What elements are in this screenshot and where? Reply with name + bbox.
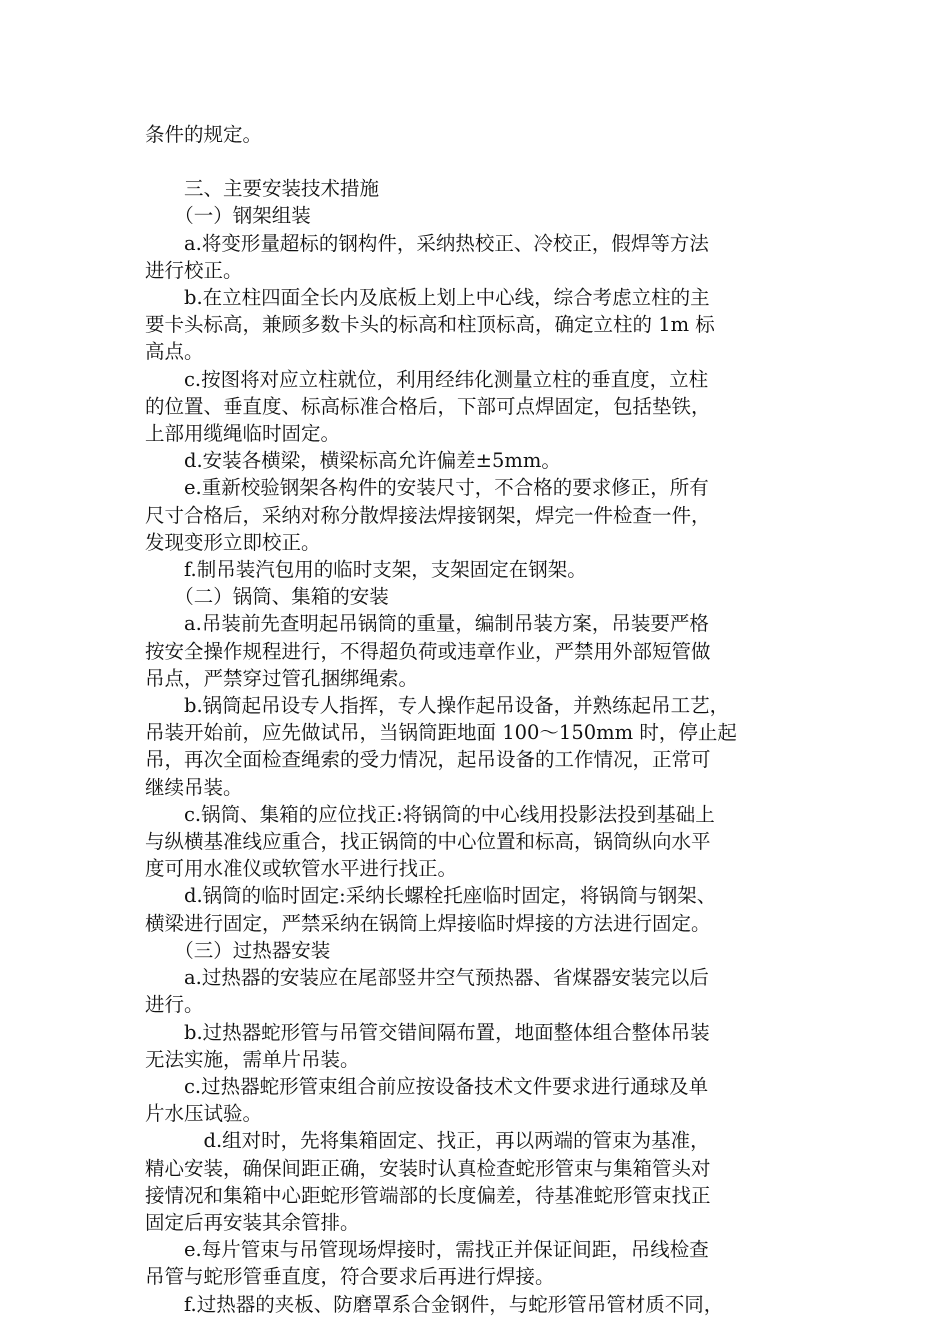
text-line: f.制吊装汽包用的临时支架，支架固定在钢架。: [145, 558, 587, 582]
text-line: 精心安装，确保间距正确，安装时认真检查蛇形管束与集箱管头对: [145, 1156, 711, 1180]
text-line: b.在立柱四面全长内及底板上划上中心线，综合考虑立柱的主: [145, 286, 710, 310]
text-line: 尺寸合格后，采纳对称分散焊接法焊接钢架，焊完一件检查一件，: [145, 503, 711, 527]
text-line: 发现变形立即校正。: [145, 530, 321, 554]
text-line: d.锅筒的临时固定:采纳长螺栓托座临时固定，将锅筒与钢架、: [145, 884, 717, 908]
text-line: 接情况和集箱中心距蛇形管端部的长度偏差，待基准蛇形管束找正: [145, 1183, 711, 1207]
section-heading: 三、主要安装技术措施: [145, 177, 380, 201]
text-line: f.过热器的夹板、防磨罩系合金钢件，与蛇形管吊管材质不同，: [145, 1292, 724, 1316]
text-line: 吊，再次全面检查绳索的受力情况，起吊设备的工作情况，正常可: [145, 748, 711, 772]
text-line: d.组对时，先将集箱固定、找正，再以两端的管束为基准，: [145, 1129, 710, 1153]
text-line: 要卡头标高，兼顾多数卡头的标高和柱顶标高，确定立柱的 1m 标: [145, 313, 715, 337]
text-line: b.过热器蛇形管与吊管交错间隔布置，地面整体组合整体吊装: [145, 1020, 710, 1044]
text-line: c.过热器蛇形管束组合前应按设备技术文件要求进行通球及单: [145, 1074, 709, 1098]
text-line: 固定后再安装其余管排。: [145, 1210, 360, 1234]
text-line: c.按图将对应立柱就位，利用经纬化测量立柱的垂直度，立柱: [145, 367, 709, 391]
text-line: a.吊装前先查明起吊锅筒的重量，编制吊装方案，吊装要严格: [145, 612, 709, 636]
text-line: 吊管与蛇形管垂直度，符合要求后再进行焊接。: [145, 1265, 555, 1289]
document-body: [145, 121, 810, 1318]
text-line: e.每片管束与吊管现场焊接时，需找正并保证间距，吊线检查: [145, 1238, 709, 1262]
text-line: 条件的规定。: [145, 123, 263, 146]
text-line: 进行。: [145, 993, 204, 1017]
text-line: d.安装各横梁，横梁标高允许偏差±5mm。: [145, 449, 561, 473]
subsection-heading: （三）过热器安装: [145, 938, 331, 962]
text-line: 片水压试验。: [145, 1102, 263, 1126]
text-line: 继续吊装。: [145, 775, 243, 799]
subsection-heading: （一）钢架组装: [145, 204, 311, 228]
text-line: 吊点，严禁穿过管孔捆绑绳索。: [145, 666, 419, 690]
text-line: a.过热器的安装应在尾部竖井空气预热器、省煤器安装完以后: [145, 966, 709, 990]
text-line: 按安全操作规程进行，不得超负荷或违章作业，严禁用外部短管做: [145, 639, 711, 663]
subsection-heading: （二）锅筒、集箱的安装: [145, 585, 389, 609]
text-line: c.锅筒、集箱的应位找正:将锅筒的中心线用投影法投到基础上: [145, 802, 715, 826]
text-line: 横梁进行固定，严禁采纳在锅筒上焊接临时焊接的方法进行固定。: [145, 911, 711, 935]
paragraph-gap: [145, 148, 810, 175]
text-line: b.锅筒起吊设专人指挥，专人操作起吊设备，并熟练起吊工艺，: [145, 694, 730, 718]
text-line: 的位置、垂直度、标高标准合格后，下部可点焊固定，包括垫铁，: [145, 394, 711, 418]
text-line: 上部用缆绳临时固定。: [145, 422, 341, 446]
text-line: a.将变形量超标的钢构件，采纳热校正、冷校正，假焊等方法: [145, 231, 709, 255]
text-line: e.重新校验钢架各构件的安装尺寸，不合格的要求修正，所有: [145, 476, 709, 500]
text-line: 吊装开始前，应先做试吊，当锅筒距地面 100～150mm 时，停止起: [145, 721, 737, 745]
text-line: 高点。: [145, 340, 204, 364]
text-line: 与纵横基准线应重合，找正锅筒的中心位置和标高，锅筒纵向水平: [145, 830, 711, 854]
text-line: 无法实施，需单片吊装。: [145, 1047, 360, 1071]
text-line: 度可用水准仪或软管水平进行找正。: [145, 857, 458, 881]
text-line: 进行校正。: [145, 258, 243, 282]
